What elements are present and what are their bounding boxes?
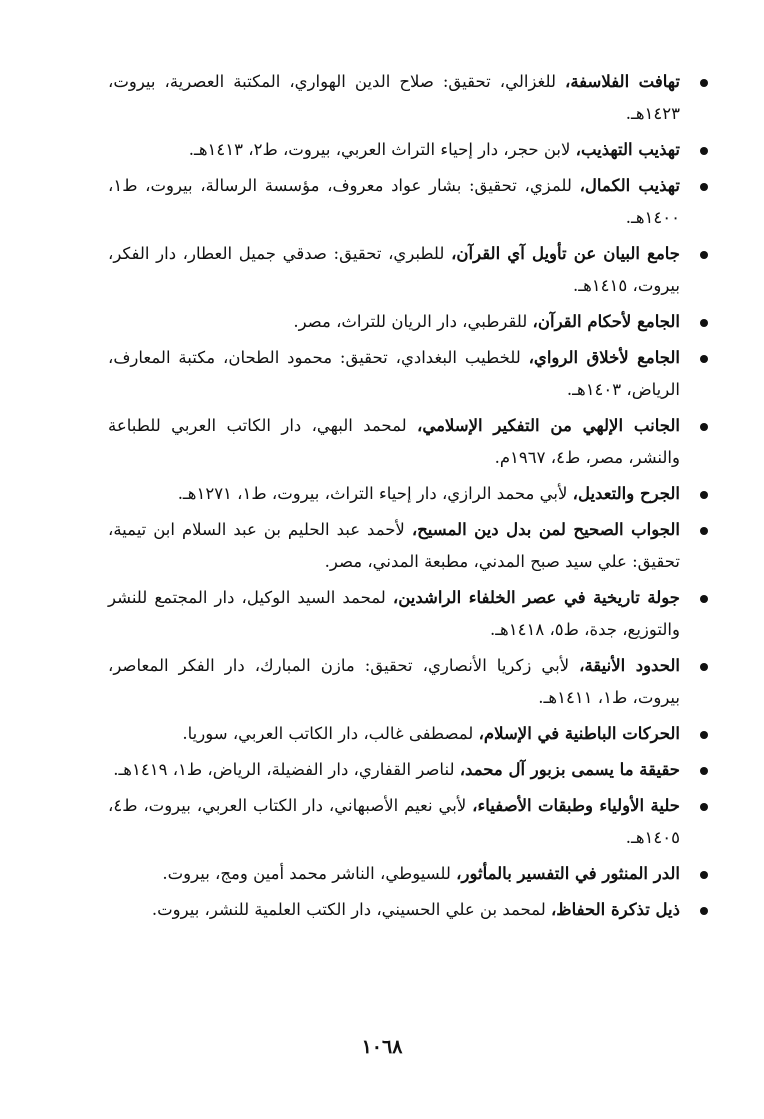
bibliography-entry	[108, 478, 708, 510]
entry-title: الجامع لأخلاق الرواي،	[528, 348, 680, 367]
bibliography-entry	[108, 410, 708, 474]
bibliography-entry	[108, 858, 708, 890]
page-number: ١٠٦٨	[361, 1036, 403, 1058]
entry-title: تهذيب الكمال،	[579, 176, 680, 195]
entry-title: تهافت الفلاسفة،	[565, 72, 680, 91]
entry-details: لمصطفى غالب، دار الكاتب العربي، سوريا.	[182, 724, 479, 743]
entry-details: لأبي نعيم الأصبهاني، دار الكتاب العربي، بيروت، ط٤، ١٤٠٥هـ.	[108, 796, 680, 847]
bibliography-entry	[108, 790, 708, 854]
entry-title: ذيل تذكرة الحفاظ،	[550, 900, 680, 919]
bibliography-entry	[108, 306, 708, 338]
entry-title: حلية الأولياء وطبقات الأصفياء،	[472, 796, 680, 815]
entry-details: لناصر القفاري، دار الفضيلة، الرياض، ط١، ١٤١٩هـ.	[113, 760, 460, 779]
bullet-icon	[700, 871, 708, 879]
bullet-icon	[700, 767, 708, 775]
bibliography-entry	[108, 754, 708, 786]
bibliography-entry	[108, 582, 708, 646]
bibliography-entry	[108, 894, 708, 926]
bullet-icon	[700, 907, 708, 915]
entry-details: لأبي محمد الرازي، دار إحياء التراث، بيروت، ط١، ١٢٧١هـ.	[177, 484, 573, 503]
bullet-icon	[700, 183, 708, 191]
entry-details: للمزي، تحقيق: بشار عواد معروف، مؤسسة الرسالة، بيروت، ط١، ١٤٠٠هـ.	[108, 176, 680, 227]
bibliography-entry	[108, 134, 708, 166]
entry-title: الحدود الأنيقة،	[579, 656, 680, 675]
bullet-icon	[700, 663, 708, 671]
bullet-icon	[700, 79, 708, 87]
entry-title: الدر المنثور في التفسير بالمأثور،	[456, 864, 680, 883]
entry-details: للغزالي، تحقيق: صلاح الدين الهواري، المكتبة العصرية، بيروت، ١٤٢٣هـ.	[108, 72, 680, 123]
bullet-icon	[700, 731, 708, 739]
bibliography-entry	[108, 238, 708, 302]
bibliography-list	[108, 66, 708, 930]
entry-title: الحركات الباطنية في الإسلام،	[478, 724, 680, 743]
entry-details: لمحمد السيد الوكيل، دار المجتمع للنشر والتوزيع، جدة، ط٥، ١٤١٨هـ.	[108, 588, 680, 639]
entry-details: للسيوطي، الناشر محمد أمين ومج، بيروت.	[162, 864, 457, 883]
bullet-icon	[700, 595, 708, 603]
bullet-icon	[700, 147, 708, 155]
entry-title: جولة تاريخية في عصر الخلفاء الراشدين،	[392, 588, 680, 607]
entry-details: لمحمد بن علي الحسيني، دار الكتب العلمية للنشر، بيروت.	[151, 900, 551, 919]
bullet-icon	[700, 319, 708, 327]
bullet-icon	[700, 423, 708, 431]
entry-details: للخطيب البغدادي، تحقيق: محمود الطحان، مكتبة المعارف، الرياض، ١٤٠٣هـ.	[108, 348, 680, 399]
entry-details: للطبري، تحقيق: صدقي جميل العطار، دار الفكر، بيروت، ١٤١٥هـ.	[108, 244, 680, 295]
bullet-icon	[700, 803, 708, 811]
entry-details: لأبي زكريا الأنصاري، تحقيق: مازن المبارك، دار الفكر المعاصر، بيروت، ط١، ١٤١١هـ.	[108, 656, 680, 707]
bibliography-entry	[108, 170, 708, 234]
entry-details: لأحمد عبد الحليم بن عبد السلام ابن تيمية، تحقيق: علي سيد صبح المدني، مطبعة المدني، مصر.	[108, 520, 680, 571]
entry-details: للقرطبي، دار الريان للتراث، مصر.	[293, 312, 533, 331]
entry-title: تهذيب التهذيب،	[575, 140, 680, 159]
bibliography-entry	[108, 514, 708, 578]
entry-title: الجواب الصحيح لمن بدل دين المسيح،	[411, 520, 681, 539]
entry-title: جامع البيان عن تأويل آي القرآن،	[451, 244, 681, 263]
bullet-icon	[700, 355, 708, 363]
entry-title: الجامع لأحكام القرآن،	[532, 312, 680, 331]
entry-title: حقيقة ما يسمى بزبور آل محمد،	[459, 760, 680, 779]
bibliography-entry	[108, 650, 708, 714]
entry-details: لابن حجر، دار إحياء التراث العربي، بيروت، ط٢، ١٤١٣هـ.	[188, 140, 576, 159]
bullet-icon	[700, 251, 708, 259]
entry-title: الجرح والتعديل،	[572, 484, 680, 503]
entry-details: لمحمد البهي، دار الكاتب العربي للطباعة والنشر، مصر، ط٤، ١٩٦٧م.	[108, 416, 680, 467]
bibliography-entry	[108, 342, 708, 406]
bullet-icon	[700, 527, 708, 535]
bibliography-entry	[108, 718, 708, 750]
entry-title: الجانب الإلهي من التفكير الإسلامي،	[417, 416, 680, 435]
bullet-icon	[700, 491, 708, 499]
bibliography-entry	[108, 66, 708, 130]
